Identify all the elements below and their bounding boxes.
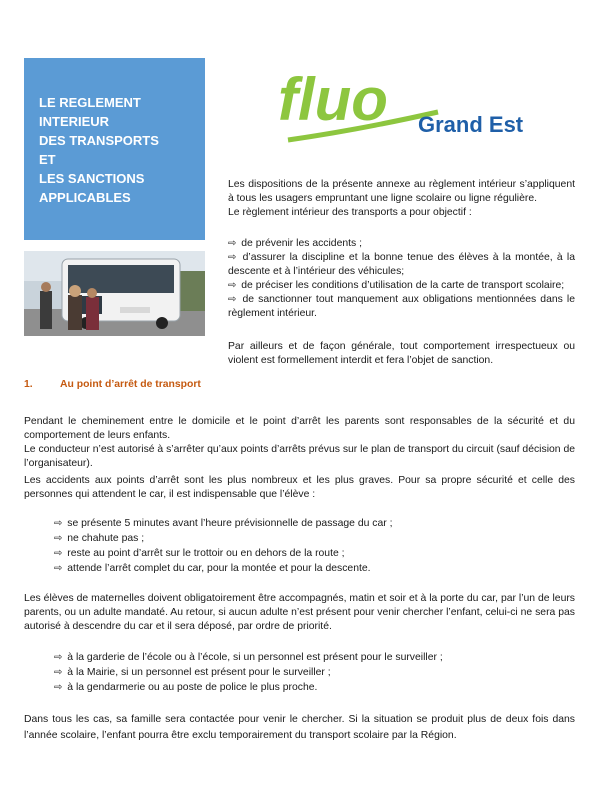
section-number: 1. [24, 379, 33, 390]
list-item: ⇨ reste au point d’arrêt sur le trottoir ou en dehors de la route ; [54, 548, 345, 559]
title-line: LE REGLEMENT [39, 95, 141, 110]
right-arrow-outline-icon: ⇨ [54, 652, 63, 663]
list-item: ⇨ d’assurer la discipline et la bonne tenue des élèves à la montée, à la descente et à l’intérieur des véhicules; [228, 252, 576, 277]
body-paragraph: Dans tous les cas, sa famille sera contactée pour venir le chercher. Si la situation se produit plus de deux fois dans l’année scolaire, l’enfant pourra être exclu temporairement du transport scolaire par la Région. [24, 714, 575, 741]
list-item: ⇨ se présente 5 minutes avant l’heure prévisionnelle de passage du car ; [54, 518, 393, 529]
list-item: ⇨ de sanctionner tout manquement aux obligations mentionnées dans le règlement intérieur. [228, 294, 575, 319]
right-arrow-outline-icon: ⇨ [54, 548, 63, 559]
right-arrow-outline-icon: ⇨ [228, 238, 237, 249]
right-arrow-outline-icon: ⇨ [54, 563, 63, 574]
list-item: ⇨ ne chahute pas ; [54, 533, 145, 544]
title-line: APPLICABLES [39, 190, 131, 205]
right-arrow-outline-icon: ⇨ [54, 518, 63, 529]
title-line: LES SANCTIONS [39, 171, 145, 186]
list-item: ⇨ à la garderie de l’école ou à l’école, si un personnel est présent pour le surveiller ; [54, 652, 443, 663]
intro-paragraph: Par ailleurs et de façon générale, tout comportement irrespectueux ou violent est formellement interdit et fera l’objet de sanction. [228, 341, 575, 366]
title-line: DES TRANSPORTS [39, 133, 159, 148]
document-title [39, 93, 199, 207]
list-item: ⇨ à la gendarmerie ou au poste de police le plus proche. [54, 682, 318, 693]
title-box [24, 58, 205, 240]
logo-brand: Grand Est [418, 112, 524, 137]
right-arrow-outline-icon: ⇨ [54, 667, 63, 678]
section-heading [24, 379, 201, 390]
right-arrow-outline-icon: ⇨ [228, 252, 237, 263]
right-arrow-outline-icon: ⇨ [54, 533, 63, 544]
bus-photo [24, 251, 205, 336]
body-paragraph: Les élèves de maternelles doivent obligatoirement être accompagnés, matin et soir et à la porte du car, par l’un de leurs parents, ou un adulte mandaté. Au retour, si aucun adulte n’est présent pour venir chercher l’enfant, celui-ci ne sera pas autorisé à descendre du car et il sera déposé, par ordre de priorité. [24, 593, 575, 632]
right-arrow-outline-icon: ⇨ [228, 294, 237, 305]
body-paragraph: Pendant le cheminement entre le domicile et le point d’arrêt les parents sont responsables de la sécurité et du comportement de leurs enfants. [24, 416, 575, 441]
list-item: ⇨ à la Mairie, si un personnel est présent pour le surveiller ; [54, 667, 331, 678]
right-arrow-outline-icon: ⇨ [54, 682, 63, 693]
body-paragraph: Les accidents aux points d’arrêt sont les plus nombreux et les plus graves. Pour sa propre sécurité et celle des personnes qui attendent le car, il est indispensable que l’élève : [24, 475, 575, 500]
intro-paragraph: Le règlement intérieur des transports a pour objectif : [228, 207, 472, 218]
body-paragraph: Le conducteur n’est autorisé à s’arrêter qu’aux points d’arrêts prévus sur le plan de transport du circuit (sauf décision de l’organisateur). [24, 444, 575, 469]
list-item: ⇨ de préciser les conditions d’utilisation de la carte de transport scolaire; [228, 280, 565, 291]
section-title: Au point d’arrêt de transport [60, 379, 201, 390]
list-item: ⇨ attende l’arrêt complet du car, pour la montée et pour la descente. [54, 563, 371, 574]
title-line: ET [39, 152, 56, 167]
intro-paragraph: Les dispositions de la présente annexe au règlement intérieur s’appliquent à tous les usagers empruntant une ligne scolaire ou ligne régulière. [228, 179, 575, 204]
right-arrow-outline-icon: ⇨ [228, 280, 237, 291]
title-line: INTERIEUR [39, 114, 110, 129]
fluo-grand-est-logo [278, 72, 538, 152]
list-item: ⇨ de prévenir les accidents ; [228, 238, 362, 249]
logo-word: fluo [278, 72, 388, 133]
